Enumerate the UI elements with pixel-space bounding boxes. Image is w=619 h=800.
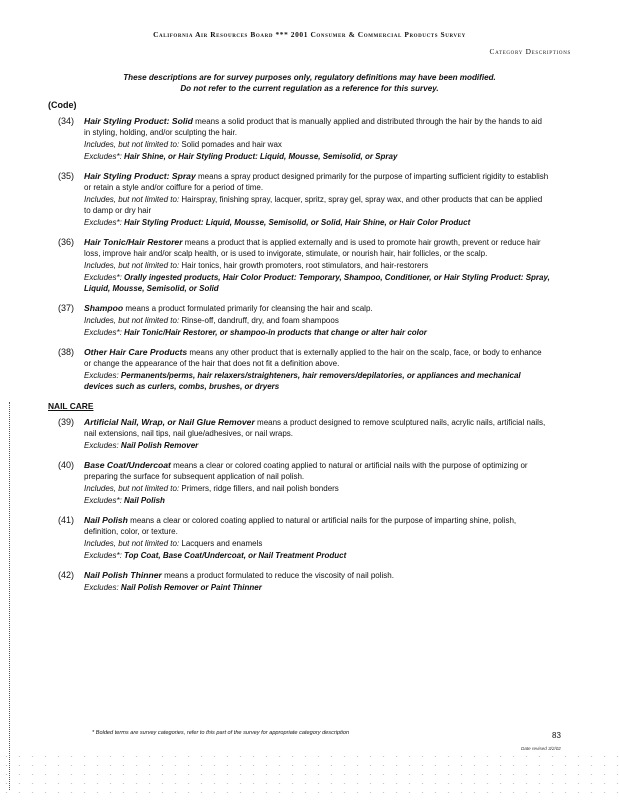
category-code: (34) — [58, 116, 75, 126]
definition-text: means a product designed to remove sculptured nails, acrylic nails, artificial nails, nail extensions, nail tips, nail glue/adhesives, or nail wraps. — [84, 418, 546, 438]
definition-text: means any other product that is externally applied to the hair on the scalp, face, or body to enhance or change the appearance of the hair that does not fit a definition above. — [84, 348, 542, 368]
includes-text: Rinse-off, dandruff, dry, and foam shampoos — [179, 316, 339, 325]
category-term: Hair Styling Product: Spray — [84, 171, 196, 181]
category-body — [84, 460, 550, 506]
category-entry — [0, 303, 619, 338]
excludes-label: Excludes*: — [84, 496, 122, 505]
includes-text: Hair tonics, hair growth promoters, root stimulators, and hair-restorers — [179, 261, 429, 270]
category-definition — [84, 417, 550, 439]
scan-margin-line — [9, 402, 11, 790]
category-body — [84, 347, 550, 392]
excludes-line — [84, 217, 550, 228]
excludes-line — [84, 440, 550, 451]
excludes-label: Excludes: — [84, 371, 119, 380]
category-code: (36) — [58, 237, 75, 247]
disclaimer-line-1: These descriptions are for survey purposes only, regulatory definitions may have been modified. — [123, 73, 496, 82]
category-term: Nail Polish — [84, 515, 128, 525]
definition-text: means a clear or colored coating applied to natural or artificial nails for the purpose of imparting shine, polish, definition, color, or texture. — [84, 516, 517, 536]
excludes-label: Excludes: — [84, 583, 119, 592]
category-term: Hair Styling Product: Solid — [84, 116, 193, 126]
hair-entries — [0, 116, 619, 392]
excludes-label: Excludes*: — [84, 551, 122, 560]
includes-label: Includes, but not limited to: — [84, 316, 180, 325]
excludes-label: Excludes*: — [84, 218, 122, 227]
excludes-line — [84, 151, 550, 162]
includes-text: Lacquers and enamels — [179, 539, 263, 548]
category-term: Base Coat/Undercoat — [84, 460, 171, 470]
category-entry — [0, 570, 619, 593]
includes-line — [84, 538, 550, 549]
page-subheader: Category Descriptions — [489, 47, 571, 56]
includes-label: Includes, but not limited to: — [84, 539, 180, 548]
category-code: (39) — [58, 417, 75, 427]
includes-line — [84, 194, 550, 216]
excludes-line — [84, 495, 550, 506]
category-code: (38) — [58, 347, 75, 357]
category-code: (41) — [58, 515, 75, 525]
includes-line — [84, 315, 550, 326]
definition-text: means a product formulated primarily for cleansing the hair and scalp. — [123, 304, 373, 313]
excludes-line — [84, 272, 550, 294]
category-term: Artificial Nail, Wrap, or Nail Glue Remover — [84, 417, 255, 427]
includes-label: Includes, but not limited to: — [84, 484, 180, 493]
entries — [0, 116, 619, 602]
page-number: 83 — [552, 731, 561, 740]
includes-label: Includes, but not limited to: — [84, 261, 180, 270]
category-body — [84, 237, 550, 294]
excludes-text: Nail Polish Remover — [118, 441, 199, 450]
category-term: Shampoo — [84, 303, 124, 313]
definition-text: means a spray product designed primarily for the purpose of imparting sufficient rigidity to establish or retain a style and/or coiffure for a period of time. — [84, 172, 549, 192]
excludes-line — [84, 327, 550, 338]
excludes-label: Excludes*: — [84, 273, 122, 282]
includes-line — [84, 139, 550, 150]
category-body — [84, 417, 550, 451]
excludes-text: Nail Polish Remover or Paint Thinner — [118, 583, 262, 592]
category-definition — [84, 171, 550, 193]
category-code: (37) — [58, 303, 75, 313]
section-heading-nail-care: NAIL CARE — [48, 401, 94, 411]
definition-text: means a clear or colored coating applied to natural or artificial nails with the purpose of optimizing or preparing the surface for subsequent application of nail polish. — [84, 461, 528, 481]
category-code: (42) — [58, 570, 75, 580]
category-body — [84, 116, 550, 162]
excludes-text: Top Coat, Base Coat/Undercoat, or Nail Treatment Product — [121, 551, 347, 560]
excludes-line — [84, 582, 550, 593]
category-entry — [0, 347, 619, 392]
includes-text: Primers, ridge fillers, and nail polish bonders — [179, 484, 339, 493]
category-definition — [84, 515, 550, 537]
includes-text: Solid pomades and hair wax — [179, 140, 282, 149]
category-definition — [84, 570, 550, 581]
includes-line — [84, 260, 550, 271]
includes-text: Hairspray, finishing spray, lacquer, spritz, spray gel, spray wax, and other products that can be applied to damp or dry hair — [84, 195, 543, 215]
category-definition — [84, 347, 550, 369]
includes-label: Includes, but not limited to: — [84, 195, 180, 204]
category-definition — [84, 237, 550, 259]
scan-noise — [0, 752, 619, 800]
category-code: (40) — [58, 460, 75, 470]
excludes-label: Excludes*: — [84, 152, 122, 161]
category-entry — [0, 116, 619, 162]
category-body — [84, 515, 550, 561]
page-header: California Air Resources Board *** 2001 Consumer & Commercial Products Survey — [153, 30, 466, 39]
excludes-line — [84, 370, 550, 392]
excludes-text: Permanents/perms, hair relaxers/straighteners, hair removers/depilatories, or appliances and mechanical devices such as curlers, combs, brushes, or dryers — [84, 371, 521, 391]
includes-label: Includes, but not limited to: — [84, 140, 180, 149]
category-term: Other Hair Care Products — [84, 347, 188, 357]
definition-text: means a product formulated to reduce the viscosity of nail polish. — [161, 571, 394, 580]
category-entry — [0, 460, 619, 506]
revision-date: Date revised 3/2/02 — [521, 746, 561, 751]
excludes-text: Hair Styling Product: Liquid, Mousse, Semisolid, or Solid, Hair Shine, or Hair Color Product — [121, 218, 471, 227]
definition-text: means a solid product that is manually applied and distributed through the hair by the hands to aid in styling, holding, and/or sculpting the hair. — [84, 117, 542, 137]
excludes-text: Hair Shine, or Hair Styling Product: Liquid, Mousse, Semisolid, or Spray — [121, 152, 398, 161]
excludes-text: Hair Tonic/Hair Restorer, or shampoo-in products that change or alter hair color — [121, 328, 427, 337]
disclaimer — [0, 73, 619, 94]
category-definition — [84, 460, 550, 482]
footnote: * Bolded terms are survey categories, refer to this part of the survey for appropriate category description — [92, 730, 350, 736]
category-entry — [0, 417, 619, 451]
category-definition — [84, 116, 550, 138]
includes-line — [84, 483, 550, 494]
category-entry — [0, 171, 619, 228]
code-label: (Code) — [48, 100, 77, 110]
category-code: (35) — [58, 171, 75, 181]
excludes-text: Nail Polish — [121, 496, 165, 505]
category-body — [84, 303, 550, 338]
disclaimer-line-2: Do not refer to the current regulation as a reference for this survey. — [180, 83, 439, 93]
excludes-label: Excludes: — [84, 441, 119, 450]
excludes-line — [84, 550, 550, 561]
category-definition — [84, 303, 550, 314]
nail-entries — [0, 417, 619, 593]
category-body — [84, 570, 550, 593]
excludes-label: Excludes*: — [84, 328, 122, 337]
excludes-text: Orally ingested products, Hair Color Product: Temporary, Shampoo, Conditioner, or Hair Styling Product: Spray, Liquid, Mousse, Semisolid, or Solid — [84, 273, 550, 293]
category-body — [84, 171, 550, 228]
category-term: Nail Polish Thinner — [84, 570, 162, 580]
category-entry — [0, 237, 619, 294]
category-term: Hair Tonic/Hair Restorer — [84, 237, 183, 247]
definition-text: means a product that is applied externally and is used to promote hair growth, prevent or reduce hair loss, improve hair and/or scalp health, or is used to invigorate, stimulate, or nourish hair, hair follicles, or the scalp. — [84, 238, 541, 258]
category-entry — [0, 515, 619, 561]
